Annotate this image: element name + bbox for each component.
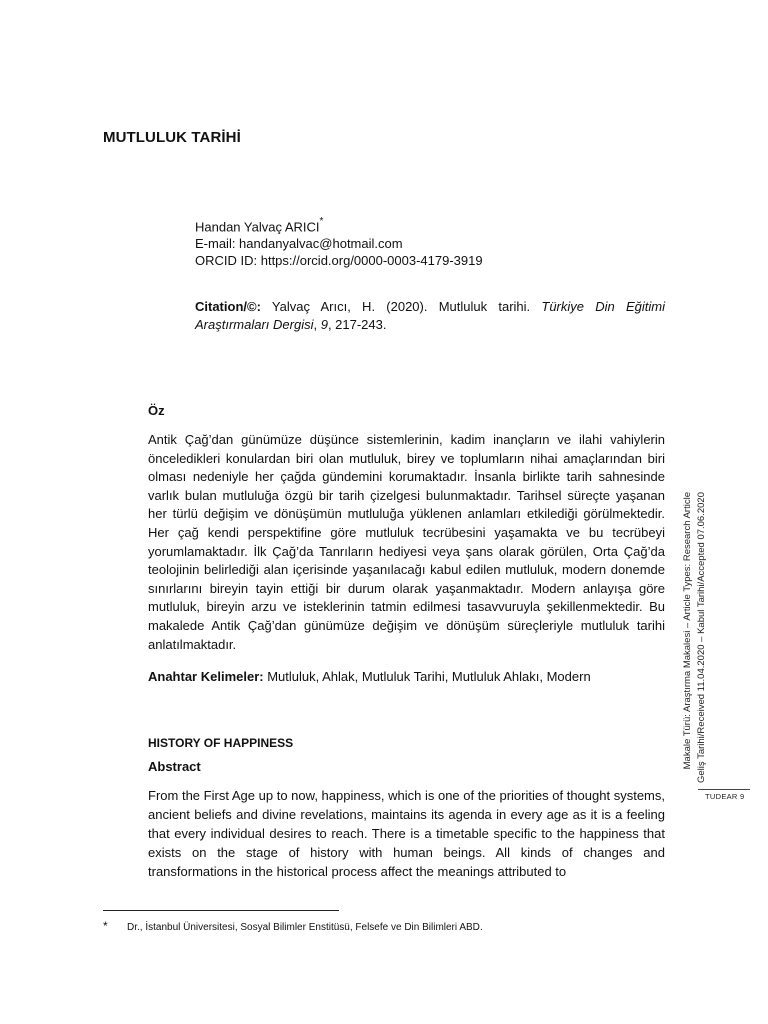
english-title: HISTORY OF HAPPINESS [148,736,294,750]
author-orcid: ORCID ID: https://orcid.org/0000-0003-4179-3919 [195,253,483,269]
citation-volume: 9 [320,317,328,332]
paper-title: MUTLULUK TARİHİ [103,129,241,146]
keywords [148,668,665,686]
footnote-divider [103,910,339,911]
keywords-value: Mutluluk, Ahlak, Mutluluk Tarihi, Mutluluk Ahlakı, Modern [263,669,591,684]
citation-sep: , [313,317,321,332]
abstract-body: From the First Age up to now, happiness, which is one of the priorities of thought systems, ancient beliefs and divine revelations, maintains its agenda in every age as it is a feeling that every individual desires to reach. There is a timetable specific to the happiness that exists on the stage of history with human beings. All kinds of changes and transformations in the historical process affect the meanings attributed to [148,788,665,879]
side-note [681,462,709,792]
author-footnote-marker: * [319,216,324,227]
abstract-heading: Abstract [148,759,201,774]
citation-journal: Türkiye Din Eğitimi Araştırmaları Dergisi [195,299,665,332]
side-divider [698,789,750,790]
oz-body: Antik Çağ’dan günümüze düşünce sistemlerinin, kadim inançların ve ilahi vahiylerin önceledikleri konulardan biri olan mutluluk, birey ve toplumların nihai amaçlarından biri olması nedeniyle her çağda gündemini korumaktadır. İnsanla birlikte tarih sahnesinde varlık bulan mutluluğa özgü bir tarih çizelgesi bulunmaktadır. Tarihsel süreçte yaşanan her türlü değişim ve dönüşümün mutluluğa yüklenen anlamları etkilediği görülmektedir. Her çağ kendi perspektifine göre mutluluk tecrübesini yaşamakta ve bu tecrübeyi yorumlamaktadır. İlk Çağ’da Tanrıların hediyesi veya şans olarak görülen, Orta Çağ’da teolojinin belirlediği alan içerisinde yaşanılacağı kabul edilen mutluluk, modern donemde sınırlarını bireyin tayin ettiği bir durum olarak yaşanmaktadır. Modern anlayışa göre mutluluk, bireyin arzu ve isteklerinin tatmin edilmesi tasavvuruyla şekillenmektedir. Bu makalede Antik Çağ’dan günümüze değişim ve dönüşüm süreçleriyle mutluluk tarihi anlatılmaktadır. [148,432,665,652]
author-block [195,215,483,269]
page-label: TUDEAR 9 [705,792,745,801]
citation-label: Citation/©: [195,299,261,314]
author-email: E-mail: handanyalvac@hotmail.com [195,236,403,252]
footnote [103,921,483,935]
citation-pages: , 217-243. [327,317,387,332]
citation [195,298,665,334]
footnote-text: Dr., İstanbul Üniversitesi, Sosyal Bilimler Enstitüsü, Felsefe ve Din Bilimleri ABD. [127,922,483,933]
footnote-marker: * [103,919,108,933]
author-name: Handan Yalvaç ARICI [195,219,320,235]
author-name-line [195,215,483,235]
side-note-dates: Geliş Tarihi/Received 11.04.2020 – Kabul Tarihi/Accepted 07.06.2020 [696,492,707,784]
keywords-label: Anahtar Kelimeler: [148,669,264,684]
citation-authors-year: Yalvaç Arıcı, H. (2020). Mutluluk tarihi. [260,299,542,314]
oz-heading: Öz [148,403,165,418]
side-note-article-type: Makale Türü: Araştırma Makalesi – Article Types: Research Article [682,492,693,770]
